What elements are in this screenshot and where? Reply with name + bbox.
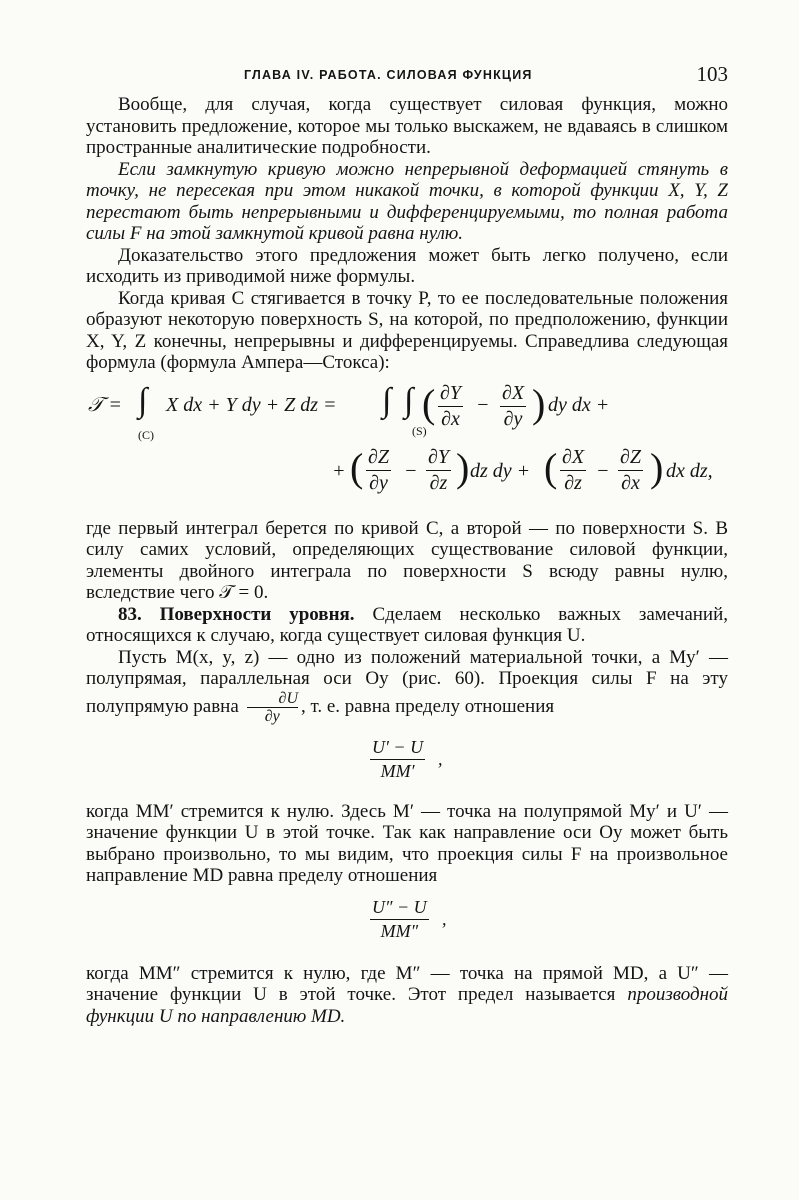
integral-sign-surface-2: ∫ [404,381,414,419]
paren-close-3: ) [650,444,664,490]
chapter-title: ГЛАВА IV. РАБОТА. СИЛОВАЯ ФУНКЦИЯ [244,68,533,82]
formula-lhs: 𝒯 = [88,393,122,416]
ratio-1: U′ − U MM′ [372,736,424,781]
paragraph-stokes-explain: где первый интеграл берется по кривой C, а второй — по поверхности S. В силу самих условий, определяющих существование силовой функции, элементы двойного интеграла по поверхности S всюду равны нулю, вследствие чего 𝒯 = 0. [86,517,728,603]
ratio-2: U″ − U MM″ [372,896,427,941]
projection-text-end: , т. е. равна пределу отношения [301,695,555,717]
ratio-1-block [86,725,728,801]
paren-open-2: ( [350,444,364,490]
page-number: 103 [696,62,728,86]
running-head [86,58,728,94]
formula-tail-2: dx dz, [666,459,713,482]
frac-dY-dz: ∂Y ∂z [428,445,450,494]
inline-frac-dU-dy: ∂U ∂y [247,690,298,725]
frac-dY-dx: ∂Y ∂x [440,381,462,430]
frac-dZ-dy: ∂Z ∂y [368,445,390,494]
frac-dX-dy: ∂X ∂y [502,381,525,430]
paren-close-1: ) [532,380,546,426]
minus-1: − [476,393,490,416]
integral-body: X dx + Y dy + Z dz = [166,393,337,416]
plus-2: + [332,459,346,482]
formula-mid-2: dz dy + [470,459,531,482]
paragraph-theorem: Если замкнутую кривую можно непрерывной деформацией стянуть в точку, не пересекая при этом никакой точки, в которой функции X, Y, Z перестают быть непрерывными и дифференцируемыми, то полная работа силы F на этой замкнутой кривой равна нулю. [86,158,728,244]
paragraph-intro: Вообще, для случая, когда существует силовая функция, можно установить предложение, которое мы только выскажем, не вдаваясь в слишком пространные аналитические подробности. [86,94,728,158]
derivative-term: производной функции U по направлению MD. [86,984,729,1027]
ratio-2-comma: , [442,908,447,929]
stokes-formula [86,380,728,512]
paren-close-2: ) [456,444,470,490]
frac-dX-dz: ∂X ∂z [562,445,585,494]
paragraph-directional-derivative [86,963,728,1028]
paren-open-3: ( [544,444,558,490]
integral-sign-curve: ∫ [138,381,148,419]
paragraph-section-83 [86,604,728,647]
ratio-1-comma: , [438,748,443,769]
paragraph-stokes-intro: Когда кривая C стягивается в точку P, то ее последовательные положения образуют некоторую поверхность S, на которой, по предположению, функции X, Y, Z конечны, непрерывны и дифференцируемы. Справедлива следующая формула (формула Ампера—Стокса): [86,287,728,373]
projection-text: Пусть M(x, y, z) — одно из положений материальной точки, а My′ — полупрямая, параллельная оси Oy (рис. 60). Проекция силы F на эту полупрямую равна [86,646,728,717]
integral-sub-surface: (S) [412,423,427,438]
derivative-text: когда MM″ стремится к нулю, где M″ — точка на прямой MD, а U″ — значение функции U в этой точке. Этот предел называется [86,962,728,1005]
paragraph-projection [86,647,728,725]
integral-sign-surface-1: ∫ [382,381,392,419]
paren-open-1: ( [422,380,436,426]
paragraph-proof-note: Доказательство этого предложения может быть легко получено, если исходить из приводимой ниже формулы. [86,244,728,287]
book-page [86,58,728,1027]
ratio-2-block [86,887,728,963]
section-text: Сделаем несколько важных замечаний, относящихся к случаю, когда существует силовая функция U. [86,603,729,646]
formula-tail-1: dy dx + [548,393,610,416]
frac-dZ-dx: ∂Z ∂x [620,445,642,494]
minus-2: − [404,459,418,482]
section-heading: 83. Поверхности уровня. [118,603,355,625]
minus-3: − [596,459,610,482]
integral-sub-curve: (C) [138,427,154,442]
paragraph-limit-1: когда MM′ стремится к нулю. Здесь M′ — точка на полупрямой My′ и U′ — значение функции U в этой точке. Так как направление оси Oy может быть выбрано произвольно, то мы видим, что проекция силы F на произвольное направление MD равна пределу отношения [86,800,728,886]
